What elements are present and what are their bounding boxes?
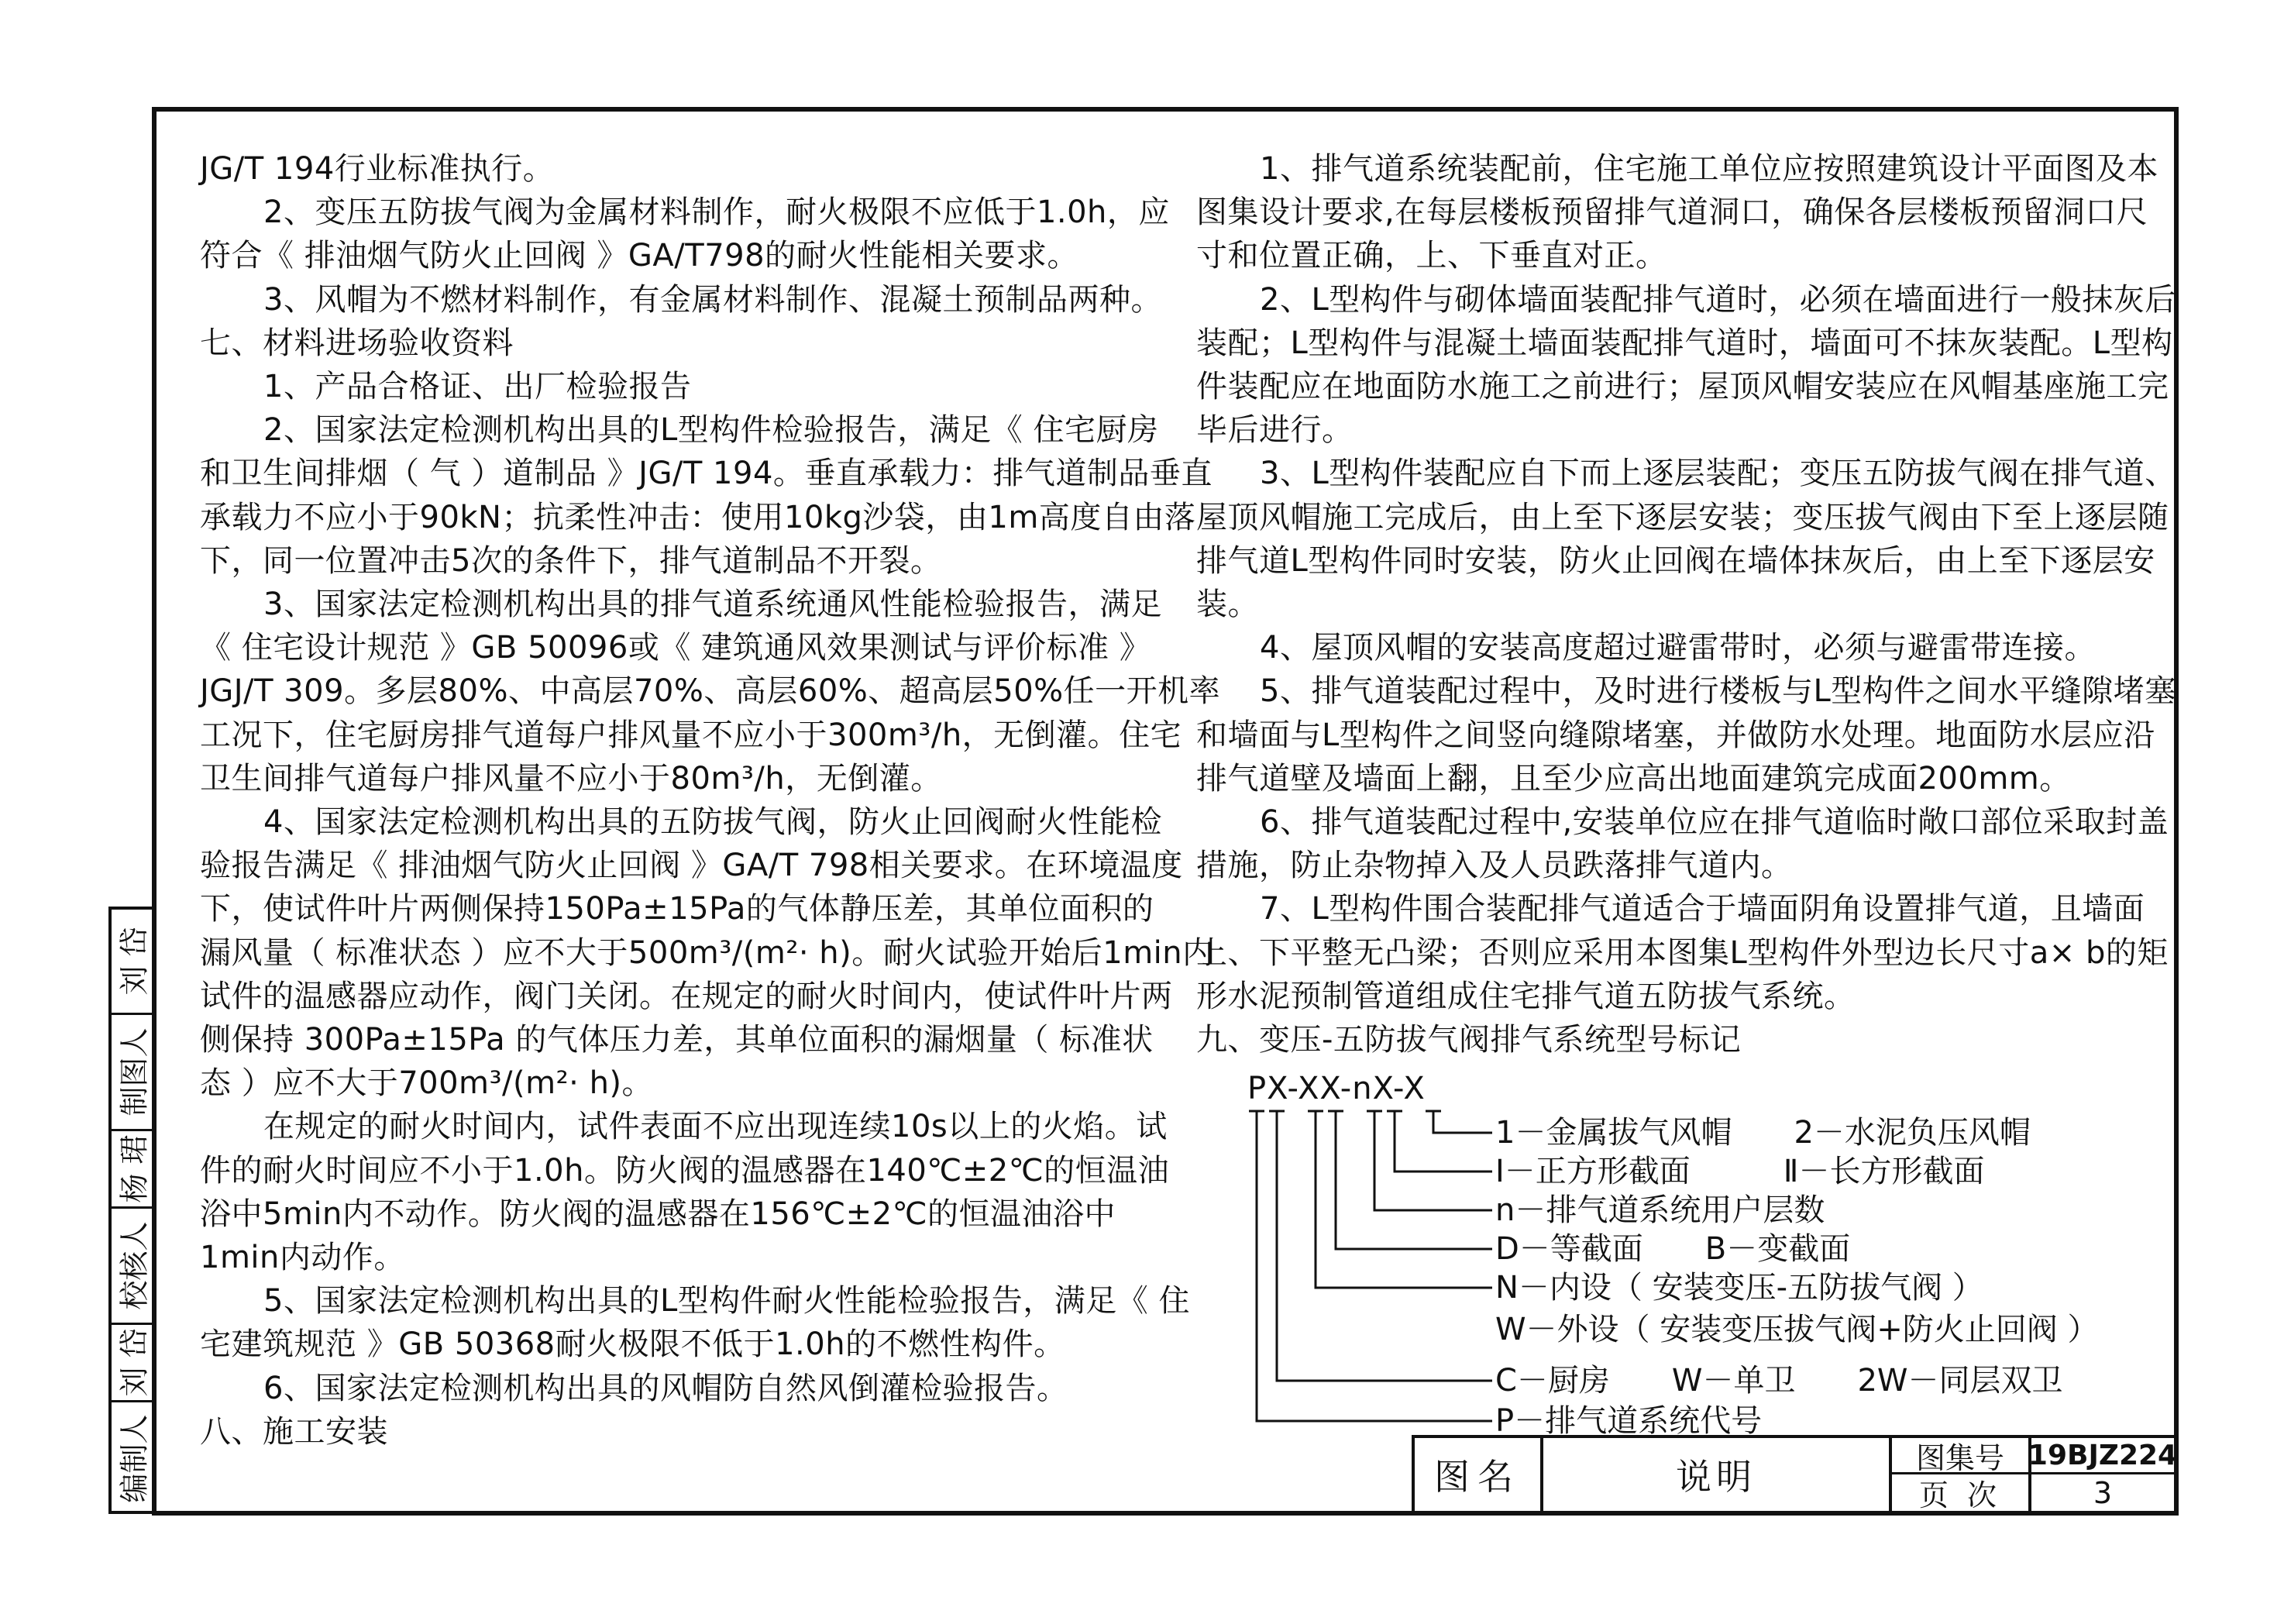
drawing-name-label: 图名 — [1415, 1438, 1543, 1511]
marking-line: 1－金属拔气风帽 2－水泥负压风帽 — [1495, 1115, 2031, 1151]
text-line: 1min内动作。 — [200, 1240, 405, 1276]
text-line: 宅建筑规范 》GB 50368耐火极限不低于1.0h的不燃性构件。 — [200, 1326, 1065, 1363]
atlas-number-value: 19BJZ224 — [2031, 1438, 2174, 1474]
text-line: 4、屋顶风帽的安装高度超过避雷带时，必须与避雷带连接。 — [1260, 630, 2096, 666]
text-line: 1、排气道系统装配前，住宅施工单位应按照建筑设计平面图及本 — [1260, 151, 2158, 187]
text-line: 装。 — [1196, 587, 1259, 623]
text-line: 排气道壁及墙面上翻，且至少应高出地面建筑完成面200mm。 — [1196, 760, 2071, 797]
text-line: 件的耐火时间应不小于1.0h。防火阀的温感器在140℃±2℃的恒温油 — [200, 1152, 1170, 1189]
text-line: 5、国家法定检测机构出具的L型构件耐火性能检验报告，满足《 住 — [263, 1283, 1190, 1320]
text-line: 验报告满足《 排油烟气防火止回阀 》GA/T 798相关要求。在环境温度 — [200, 848, 1183, 884]
text-line: 图集设计要求,在每层楼板预留排气道洞口，确保各层楼板预留洞口尺 — [1196, 194, 2148, 231]
text-line: 装配；L型构件与混凝土墙面装配排气道时，墙面可不抹灰装配。L型构 — [1196, 325, 2173, 361]
text-line: 卫生间排气道每户排风量不应小于80m³/h，无倒灌。 — [200, 760, 942, 797]
text-line: 屋顶风帽施工完成后，由上至下逐层安装；变压拔气阀由下至上逐层随 — [1196, 499, 2169, 535]
text-line: 试件的温感器应动作，阀门关闭。在规定的耐火时间内，使试件叶片两 — [200, 978, 1173, 1014]
text-line: 漏风量（ 标准状态 ）应不大于500m³/(m²· h)。耐火试验开始后1min内 — [200, 934, 1214, 971]
text-line: 下，同一位置冲击5次的条件下，排气道制品不开裂。 — [200, 542, 942, 579]
sidebar-cell: 校核人 — [112, 1209, 152, 1325]
drawing-name-value: 说明 — [1543, 1438, 1892, 1511]
text-line: 上、下平整无凸梁；否则应采用本图集L型构件外型边长尺寸a× b的矩 — [1196, 934, 2169, 971]
text-line: 《 住宅设计规范 》GB 50096或《 建筑通风效果测试与评价标准 》 — [200, 630, 1151, 666]
text-line: 7、L型构件围合装配排气道适合于墙面阴角设置排气道，且墙面 — [1260, 891, 2145, 927]
text-line: 七、材料进场验收资料 — [200, 325, 514, 361]
page-number-label: 页 次 — [1892, 1474, 2031, 1511]
text-line: 和卫生间排烟（ 气 ）道制品 》JG/T 194。垂直承载力：排气道制品垂直 — [200, 456, 1213, 492]
model-code: PX-XX-nX-X — [1247, 1071, 1426, 1106]
sidebar-cell: 杨 珺 — [112, 1131, 152, 1209]
text-line: 侧保持 300Pa±15Pa 的气体压力差，其单位面积的漏烟量（ 标准状 — [200, 1022, 1154, 1058]
sidebar-cell: 编制人 — [117, 1413, 152, 1503]
text-line: 1、产品合格证、出厂检验报告 — [263, 369, 692, 405]
marking-line: P－排气道系统代号 — [1495, 1403, 1763, 1439]
text-line: 符合《 排油烟气防火止回阀 》GA/T798的耐火性能相关要求。 — [200, 238, 1079, 274]
page-number-value: 3 — [2093, 1475, 2113, 1510]
text-line: 毕后进行。 — [1196, 412, 1354, 449]
text-line: 6、排气道装配过程中,安装单位应在排气道临时敞口部位采取封盖 — [1260, 804, 2169, 841]
text-line: 工况下，住宅厨房排气道每户排风量不应小于300m³/h，无倒灌。住宅 — [200, 717, 1182, 753]
text-line: 浴中5min内不动作。防火阀的温感器在156℃±2℃的恒温油浴中 — [200, 1196, 1116, 1232]
marking-line: D－等截面 B－变截面 — [1495, 1231, 1851, 1267]
left-text-column — [200, 147, 1221, 1454]
text-line: JG/T 194行业标准执行。 — [200, 151, 555, 187]
marking-line: C－厨房 W－单卫 2W－同层双卫 — [1495, 1363, 2063, 1399]
text-line: 措施，防止杂物掉入及人员跌落排气道内。 — [1196, 848, 1793, 884]
text-line: 5、排气道装配过程中，及时进行楼板与L型构件之间水平缝隙堵塞 — [1260, 673, 2176, 710]
text-line: JGJ/T 309。多层80%、中高层70%、高层60%、超高层50%任一开机率 — [200, 673, 1221, 710]
marking-line: n－排气道系统用户层数 — [1495, 1192, 1825, 1228]
sidebar-cell: 刘 岱 — [112, 910, 152, 1015]
text-line: 排气道L型构件同时安装，防火止回阀在墙体抹灰后，由上至下逐层安 — [1196, 542, 2155, 579]
model-marking-diagram — [1247, 1071, 2177, 1443]
text-line: 6、国家法定检测机构出具的风帽防自然风倒灌检验报告。 — [263, 1370, 1068, 1406]
text-line: 和墙面与L型构件之间竖向缝隙堵塞，并做防水处理。地面防水层应沿 — [1196, 717, 2155, 753]
text-line: 承载力不应小于90kN；抗柔性冲击：使用10kg沙袋，由1m高度自由落 — [200, 499, 1196, 535]
atlas-number-label: 图集号 — [1892, 1438, 2031, 1474]
title-block — [1412, 1435, 2178, 1512]
text-line: 在规定的耐火时间内，试件表面不应出现连续10s以上的火焰。试 — [263, 1109, 1168, 1145]
signature-strip — [108, 907, 152, 1514]
right-text-column — [1196, 147, 2176, 1061]
text-line: 九、变压-五防拔气阀排气系统型号标记 — [1196, 1022, 1742, 1058]
sidebar-cell: 刘 岱 — [112, 1325, 152, 1402]
text-line: 寸和位置正确，上、下垂直对正。 — [1196, 238, 1667, 274]
text-line: 3、L型构件装配应自下而上逐层装配；变压五防拔气阀在排气道、 — [1260, 456, 2176, 492]
marking-line: Ⅰ－正方形截面 Ⅱ－长方形截面 — [1495, 1154, 1985, 1189]
text-line: 件装配应在地面防水施工之前进行；屋顶风帽安装应在风帽基座施工完 — [1196, 369, 2169, 405]
text-line: 4、国家法定检测机构出具的五防拔气阀，防火止回阀耐火性能检 — [263, 804, 1162, 841]
marking-line: W－外设（ 安装变压拔气阀+防火止回阀 ） — [1495, 1312, 2099, 1347]
text-line: 形水泥预制管道组成住宅排气道五防拔气系统。 — [1196, 978, 1856, 1014]
text-line: 下，使试件叶片两侧保持150Pa±15Pa的气体静压差，其单位面积的 — [200, 891, 1154, 927]
marking-line: N－内设（ 安装变压-五防拔气阀 ） — [1495, 1270, 1983, 1306]
text-line: 3、风帽为不燃材料制作，有金属材料制作、混凝土预制品两种。 — [263, 281, 1162, 318]
sidebar-cell: 制图人 — [112, 1015, 152, 1131]
text-line: 3、国家法定检测机构出具的排气道系统通风性能检验报告，满足 — [263, 587, 1162, 623]
text-line: 2、国家法定检测机构出具的L型构件检验报告，满足《 住宅厨房 — [263, 412, 1159, 449]
text-line: 2、L型构件与砌体墙面装配排气道时，必须在墙面进行一般抹灰后 — [1260, 281, 2176, 318]
text-line: 八、施工安装 — [200, 1413, 388, 1450]
text-line: 态 ）应不大于700m³/(m²· h)。 — [200, 1065, 654, 1102]
text-line: 2、变压五防拔气阀为金属材料制作，耐火极限不应低于1.0h，应 — [263, 194, 1170, 231]
